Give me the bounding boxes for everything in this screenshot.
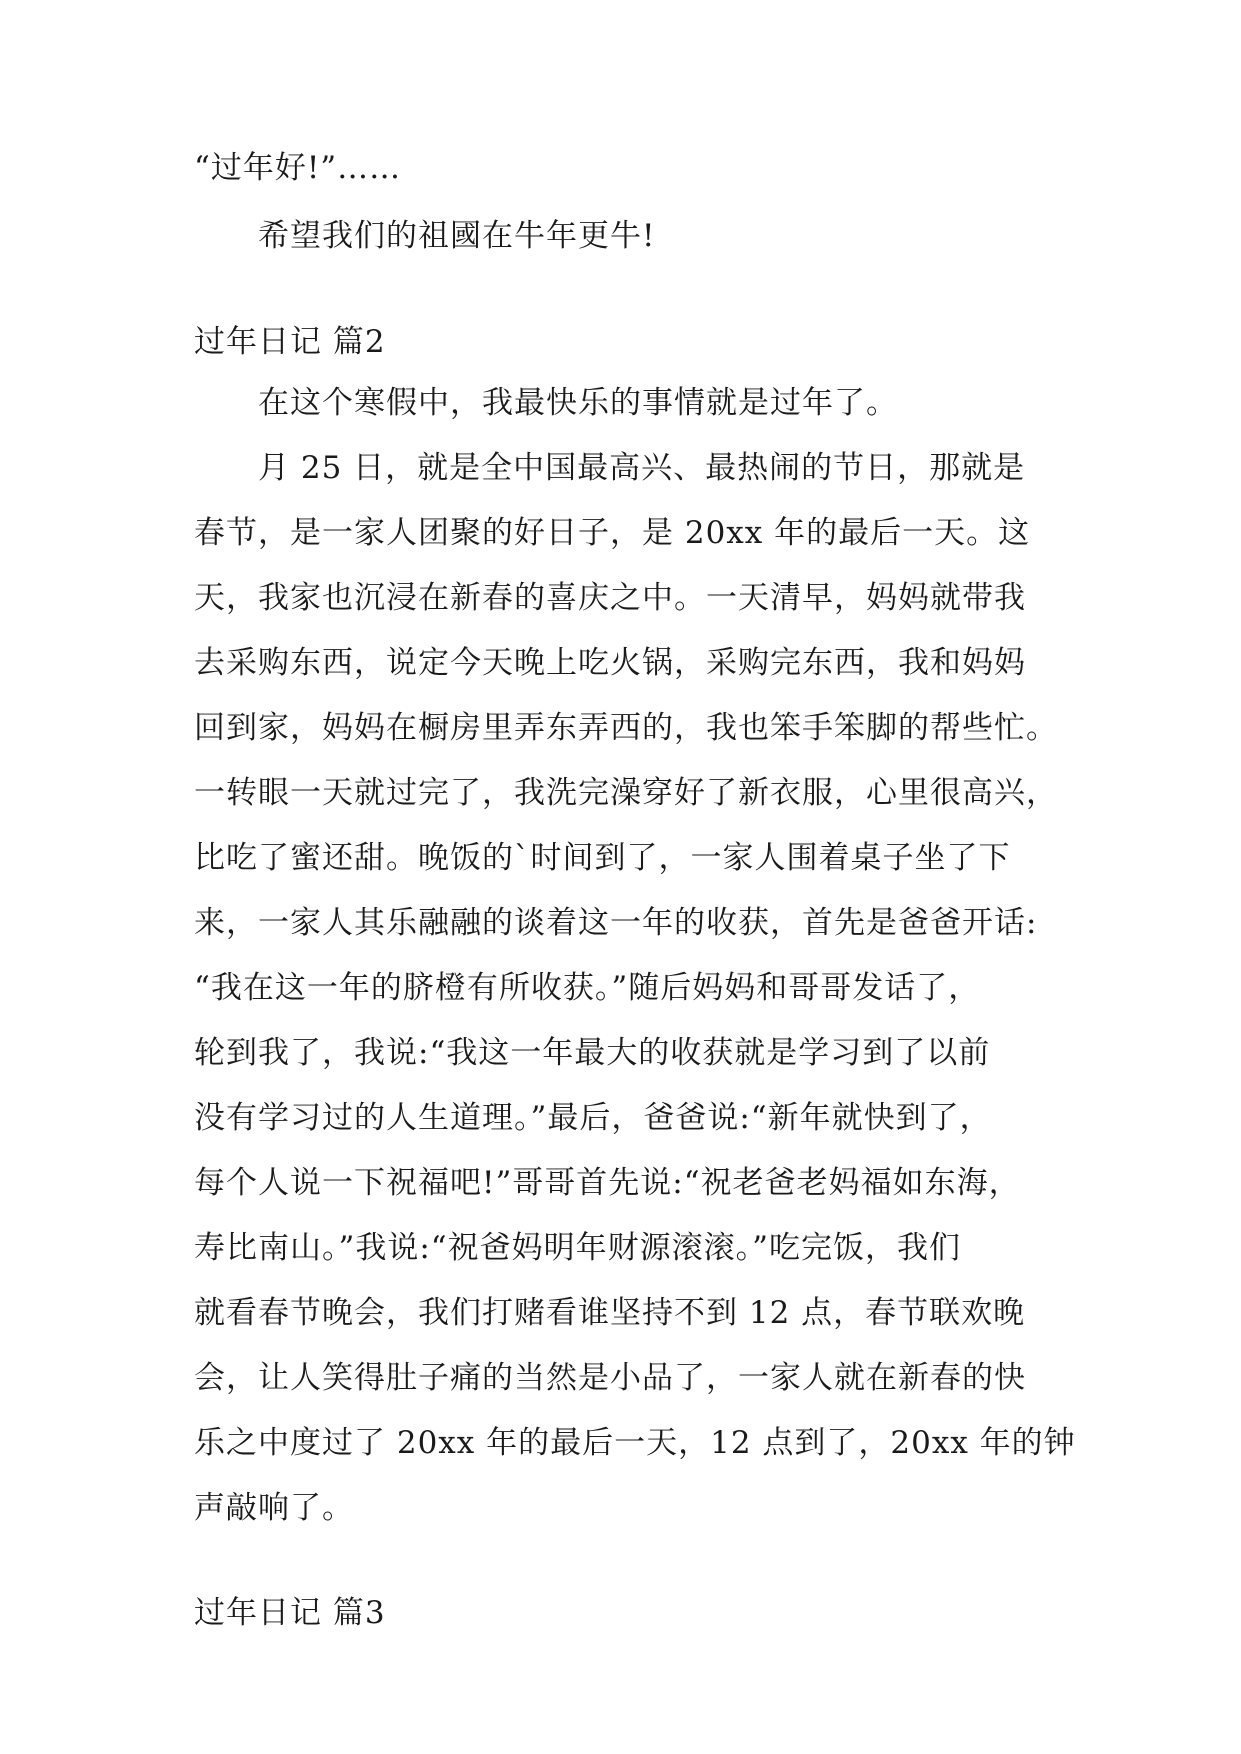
paragraph-line: 在这个寒假中，我最快乐的事情就是过年了。 [258, 385, 898, 421]
paragraph-line: 每个人说一下祝福吧!”哥哥首先说:“祝老爸老妈福如东海， [194, 1165, 1021, 1201]
greeting-line: “过年好!”…… [194, 150, 402, 186]
paragraph-line: 乐之中度过了 20xx 年的最后一天，12 点到了，20xx 年的钟 [194, 1425, 1076, 1461]
paragraph-line: 比吃了蜜还甜。晚饭的`时间到了，一家人围着桌子坐了下 [194, 840, 1011, 876]
paragraph-line: 回到家，妈妈在橱房里弄东弄西的，我也笨手笨脚的帮些忙。 [194, 710, 1058, 746]
paragraph-line: 声敲响了。 [194, 1490, 354, 1526]
paragraph-line: 来，一家人其乐融融的谈着这一年的收获，首先是爸爸开话: [194, 905, 1038, 941]
paragraph-line: 天，我家也沉浸在新春的喜庆之中。一天清早，妈妈就带我 [194, 580, 1026, 616]
paragraph-line: 就看春节晚会，我们打赌看谁坚持不到 12 点，春节联欢晚 [194, 1295, 1026, 1331]
section-heading-2: 过年日记 篇2 [194, 324, 386, 360]
paragraph-line: 一转眼一天就过完了，我洗完澡穿好了新衣服，心里很高兴， [194, 775, 1058, 811]
paragraph-line: 春节，是一家人团聚的好日子，是 20xx 年的最后一天。这 [194, 515, 1031, 551]
section-heading-3: 过年日记 篇3 [194, 1595, 386, 1631]
paragraph-line: 没有学习过的人生道理。”最后，爸爸说:“新年就快到了， [194, 1100, 992, 1136]
paragraph-line: 寿比南山。”我说:“祝爸妈明年财源滚滚。”吃完饭，我们 [194, 1230, 961, 1266]
paragraph-line: 会，让人笑得肚子痛的当然是小品了，一家人就在新春的快 [194, 1360, 1026, 1396]
paragraph-line: “我在这一年的脐橙有所收获。”随后妈妈和哥哥发话了， [194, 970, 981, 1006]
paragraph-line: 轮到我了，我说:“我这一年最大的收获就是学习到了以前 [194, 1035, 991, 1071]
wish-line: 希望我们的祖國在牛年更牛! [258, 218, 656, 254]
paragraph-line: 去采购东西，说定今天晚上吃火锅，采购完东西，我和妈妈 [194, 645, 1026, 681]
paragraph-line: 月 25 日，就是全中国最高兴、最热闹的节日，那就是 [258, 450, 1026, 486]
